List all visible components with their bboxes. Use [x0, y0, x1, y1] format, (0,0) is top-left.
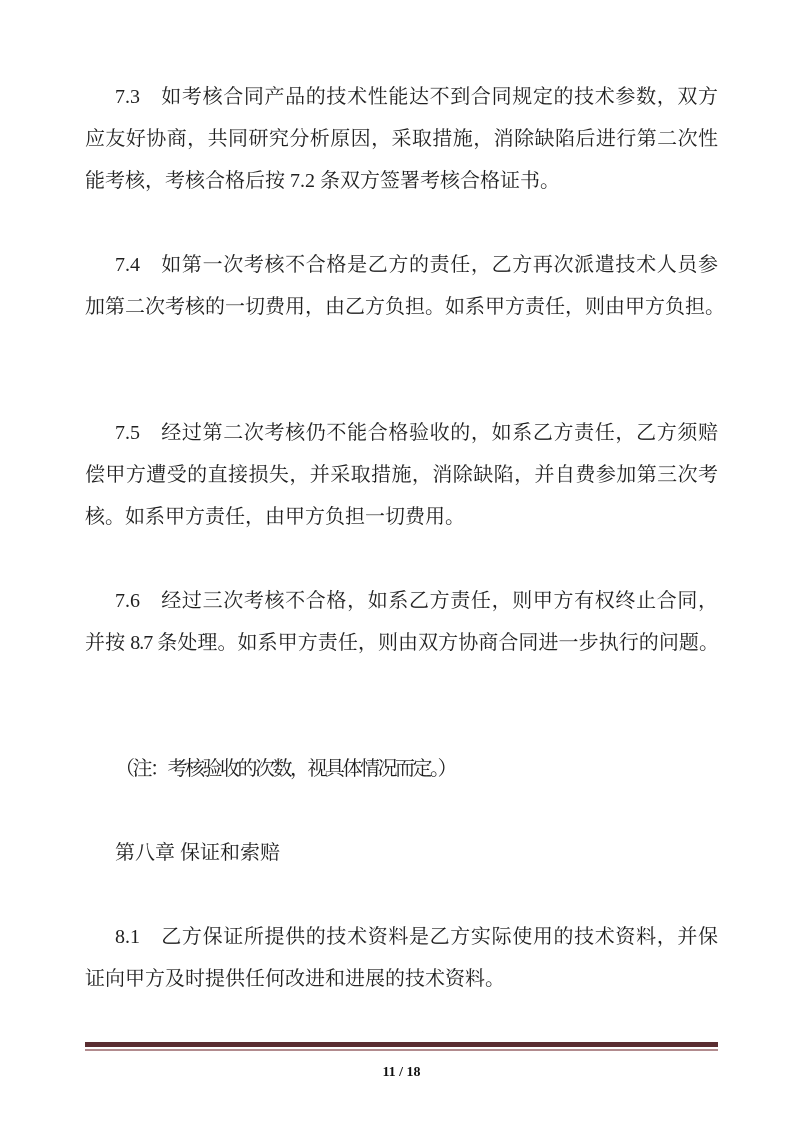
text-line: 7.5 经过第二次考核仍不能合格验收的，如系乙方责任，乙方须赔 [115, 422, 718, 444]
paragraph-clause-7-4 [85, 244, 725, 328]
text-line: 8.1 乙方保证所提供的技术资料是乙方实际使用的技术资料，并保 [115, 926, 718, 948]
text-line: 7.6 经过三次考核不合格，如系乙方责任，则甲方有权终止合同， [115, 590, 718, 612]
text-line: 并按 8.7 条处理。如系甲方责任，则由双方协商合同进一步执行的问题。 [85, 632, 718, 654]
text-line: 证向甲方及时提供任何改进和进展的技术资料。 [85, 968, 505, 990]
chapter-heading [85, 832, 718, 874]
text-line: 核。如系甲方责任，由甲方负担一切费用。 [85, 506, 465, 528]
text-line: 偿甲方遭受的直接损失，并采取措施，消除缺陷，并自费参加第三次考 [85, 464, 718, 486]
text-line: （注：考核验收的次数，视具体情况而定。） [115, 758, 455, 780]
text-line: 第八章 保证和索赔 [115, 842, 280, 864]
paragraph-clause-7-3 [85, 76, 718, 202]
document-body [85, 76, 725, 1083]
text-line: 7.4 如第一次考核不合格是乙方的责任，乙方再次派遣技术人员参 [115, 254, 718, 276]
text-line: 加第二次考核的一切费用，由乙方负担。如系甲方责任，则由甲方负担。 [85, 296, 725, 318]
footer-divider [85, 1042, 718, 1051]
page-number: 11 / 18 [382, 1065, 421, 1080]
text-line: 能考核，考核合格后按 7.2 条双方签署考核合格证书。 [85, 170, 560, 192]
text-line: 应友好协商，共同研究分析原因，采取措施，消除缺陷后进行第二次性 [85, 128, 718, 150]
text-line: 7.3 如考核合同产品的技术性能达不到合同规定的技术参数，双方 [115, 86, 718, 108]
paragraph-clause-7-6 [85, 580, 718, 664]
paragraph-clause-8-1 [85, 916, 718, 1000]
paragraph-note [85, 748, 718, 790]
paragraph-clause-7-5 [85, 412, 718, 538]
